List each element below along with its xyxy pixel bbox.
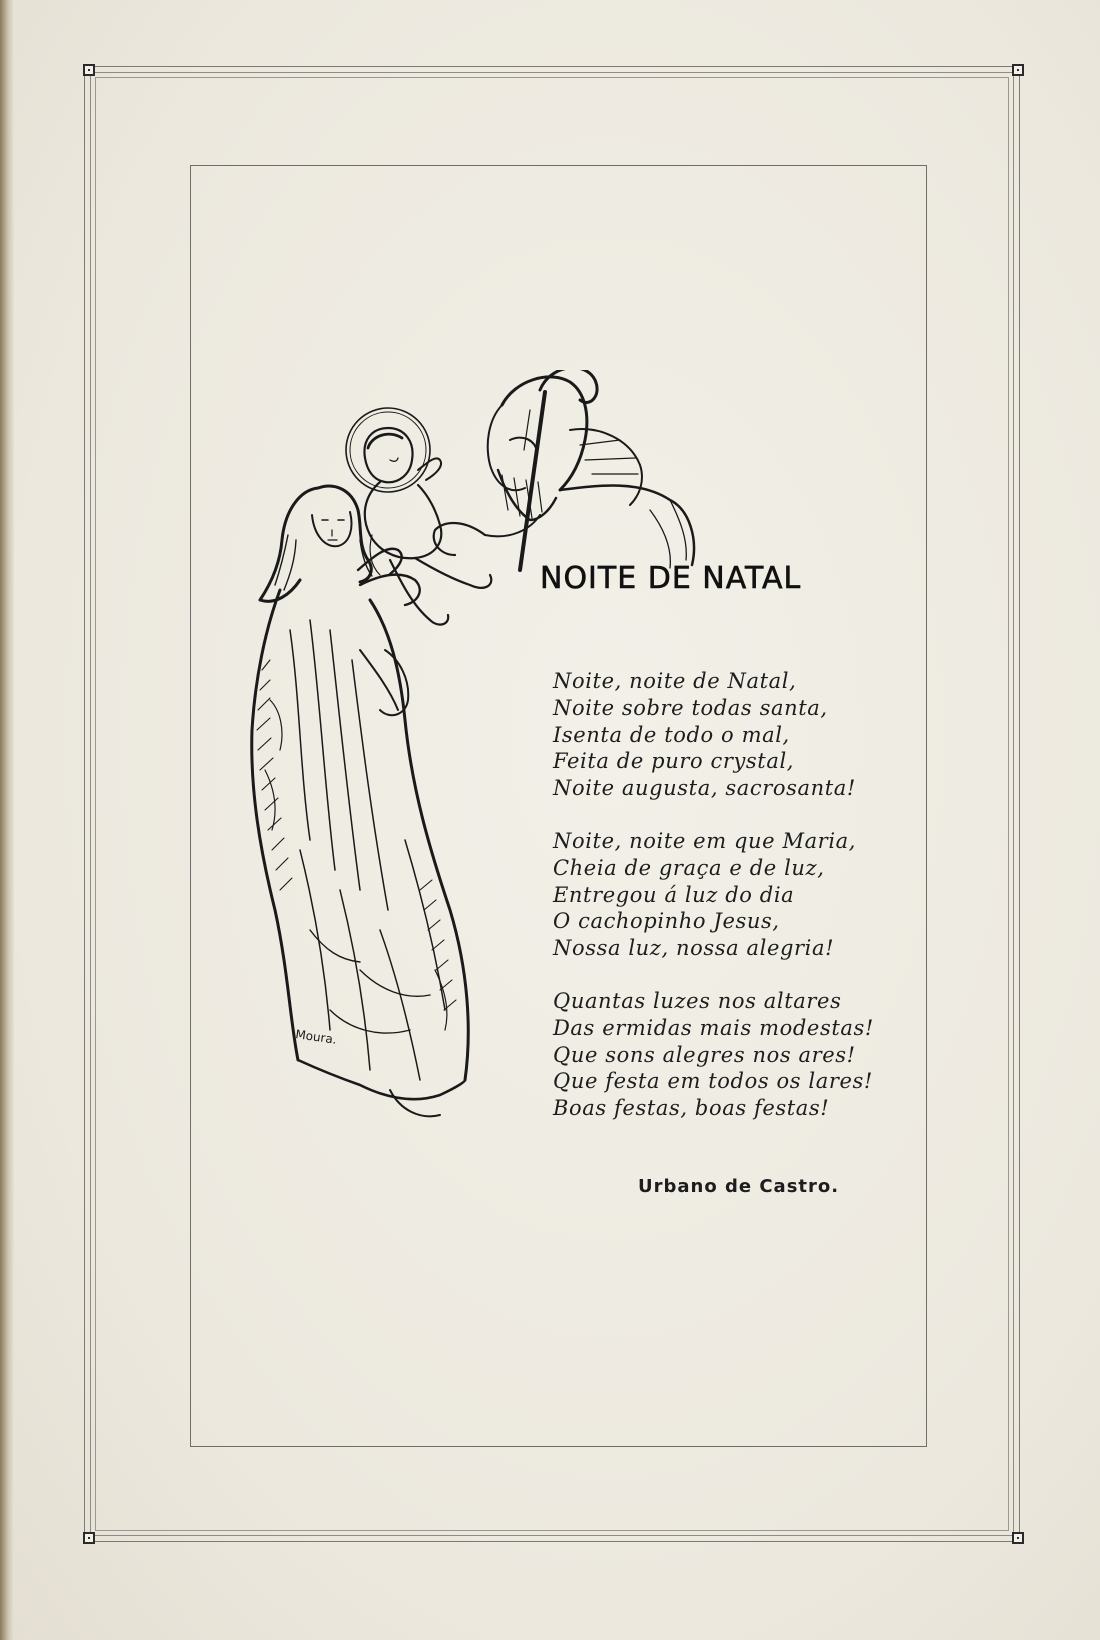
poem-stanza-3: [553, 988, 874, 1122]
poem-line: Noite, noite em que Maria,: [553, 828, 857, 853]
poem-line: Que festa em todos os lares!: [553, 1069, 873, 1094]
poem-line: Boas festas, boas festas!: [553, 1096, 830, 1121]
author-signature: Urbano de Castro.: [638, 1176, 840, 1197]
corner-ornament-bottom-left: [83, 1532, 95, 1544]
corner-ornament-top-left: [83, 64, 95, 76]
poem-line: Que sons alegres nos ares!: [553, 1042, 856, 1067]
poem-line: Nossa luz, nossa alegria!: [553, 936, 835, 961]
joseph-figure: [434, 370, 694, 570]
illustrator-signature: Moura.: [294, 1027, 338, 1047]
poem-line: Isenta de todo o mal,: [553, 722, 790, 747]
poem-line: Quantas luzes nos altares: [553, 988, 842, 1013]
poem-line: Noite augusta, sacrosanta!: [553, 776, 856, 801]
poem-line: Feita de puro crystal,: [553, 749, 795, 774]
poem-line: Cheia de graça e de luz,: [553, 855, 825, 880]
poem-text: [553, 668, 874, 1148]
poem-title-lettering: [540, 556, 820, 596]
book-spine: [0, 0, 14, 1640]
poem-title: Noite de Natal: [540, 561, 802, 596]
poem-line: Noite sobre todas santa,: [553, 695, 828, 720]
poem-line: Noite, noite de Natal,: [553, 669, 797, 693]
corner-ornament-bottom-right: [1012, 1532, 1024, 1544]
poem-line: O cachopinho Jesus,: [553, 909, 780, 934]
poem-stanza-2: [553, 828, 874, 962]
poem-line: Das ermidas mais modestas!: [553, 1015, 874, 1040]
corner-ornament-top-right: [1012, 64, 1024, 76]
poem-stanza-1: [553, 668, 874, 802]
mary-figure: [252, 486, 469, 1116]
poem-line: Entregou á luz do dia: [553, 882, 795, 907]
